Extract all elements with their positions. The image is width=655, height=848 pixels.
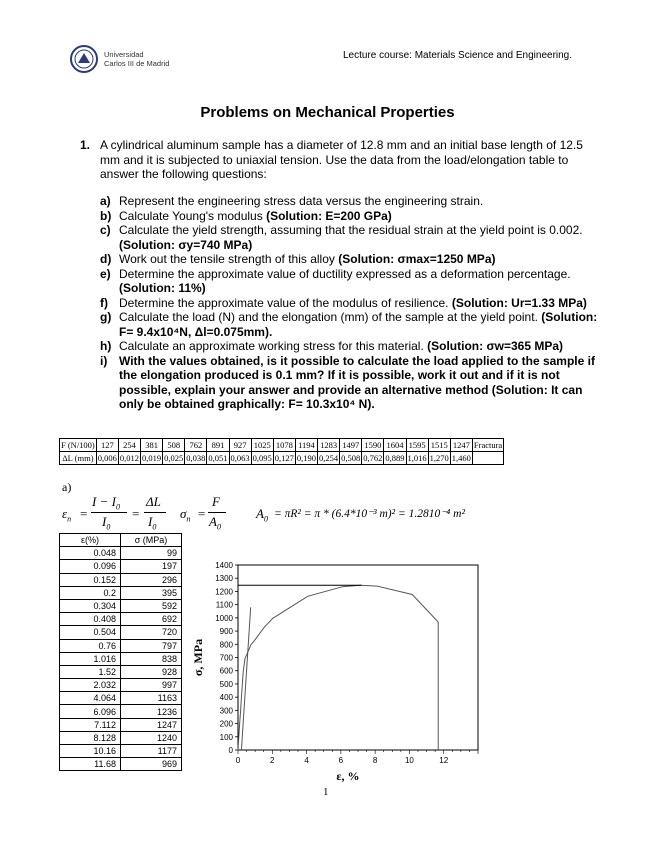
area-symbol: $A_0$ (256, 506, 268, 524)
question-item (100, 209, 600, 224)
question-solution: (Solution: σmax=1250 MPa) (338, 252, 496, 266)
x-tick-label: 6 (338, 756, 344, 765)
y-tick-label: 1200 (215, 587, 233, 597)
table-cell: 0.2 (60, 586, 121, 599)
x-axis-label: ε, % (336, 769, 360, 783)
table-cell: 0,127 (274, 453, 294, 463)
question-letter: f) (100, 295, 108, 310)
table-cell: 2.032 (60, 679, 121, 692)
part-a-label: a) (62, 480, 72, 494)
table-cell: 1163 (121, 692, 182, 705)
y-tick-label: 0 (228, 746, 233, 755)
question-text: Calculate the load (N) and the elongation (mm) of the sample at the yield point. (119, 310, 538, 324)
table-cell: 0.048 (60, 547, 121, 560)
table-cell: 997 (121, 679, 182, 692)
table-cell: 720 (121, 626, 182, 639)
table-cell: 1,270 (429, 453, 449, 463)
table-cell: 1177 (121, 745, 182, 758)
table-cell: 0.152 (60, 573, 121, 586)
question-letter: d) (100, 252, 112, 266)
question-solution: (Solution: σw=365 MPa) (427, 339, 564, 353)
table-cell: 296 (121, 573, 182, 586)
table-cell: 0,063 (230, 453, 250, 463)
x-tick-label: 12 (439, 756, 449, 765)
table-cell: 127 (96, 439, 118, 452)
question-letter: h) (100, 339, 112, 353)
y-tick-label: 1100 (215, 600, 233, 610)
table-cell: 0,038 (186, 453, 206, 463)
table-row (60, 639, 182, 652)
eq1-numerator: $I - I_0$ (92, 494, 120, 512)
plot-frame (238, 565, 478, 750)
table-cell: 762 (185, 439, 207, 452)
series-line (238, 585, 438, 750)
table-row (60, 452, 504, 465)
table-row (60, 599, 182, 612)
y-tick-label: 700 (219, 653, 233, 663)
area-expression: = πR² = π * (6.4*10⁻³ m)² = 1.2810⁻⁴ m² (274, 508, 465, 520)
x-tick-label: 4 (304, 756, 309, 765)
table-cell: 1078 (273, 439, 295, 452)
table-cell: 381 (141, 439, 163, 452)
table-row (60, 718, 182, 731)
question-item (100, 354, 600, 412)
table-cell: 1515 (428, 439, 450, 452)
table-cell: 1.52 (60, 665, 121, 678)
table-cell: 1236 (121, 705, 182, 718)
table-cell: 10.16 (60, 745, 121, 758)
row-label: ΔL (mm) (60, 452, 97, 465)
table-cell: 1025 (251, 439, 273, 452)
table-cell: 0,190 (296, 453, 317, 463)
y-axis-label: σ, MPa (191, 638, 205, 677)
question-letter: e) (100, 266, 111, 281)
column-header: σ (MPa) (121, 534, 182, 547)
table-cell: 395 (121, 586, 182, 599)
question-solution: (Solution: σy=740 MPa) (119, 237, 253, 252)
stress-strain-chart (190, 555, 490, 785)
table-cell: 0,019 (142, 453, 162, 463)
question-letter: a) (100, 194, 111, 208)
question-item (100, 194, 600, 209)
question-item (100, 223, 600, 252)
table-cell: 0.76 (60, 639, 121, 652)
table-cell: 0,762 (363, 453, 383, 463)
table-cell: 1247 (450, 439, 472, 452)
y-tick-label: 100 (219, 732, 233, 742)
question-item (100, 267, 600, 296)
y-tick-label: 500 (219, 679, 233, 689)
table-cell: 1,016 (407, 453, 427, 463)
strain-symbol: $\varepsilon_n$ (62, 506, 72, 524)
table-cell: 197 (121, 560, 182, 573)
table-cell: 7.112 (60, 718, 121, 731)
table-cell: 0,006 (97, 453, 117, 463)
page-title: Problems on Mechanical Properties (200, 104, 455, 121)
table-row (60, 652, 182, 665)
table-row (60, 745, 182, 758)
table-cell: 1247 (121, 718, 182, 731)
table-cell: 1.016 (60, 652, 121, 665)
eq2-numerator: ΔL (146, 494, 161, 509)
table-row (60, 665, 182, 678)
table-cell: 0,254 (319, 453, 339, 463)
table-row (60, 613, 182, 626)
question-list (100, 194, 600, 412)
table-cell: 0.304 (60, 599, 121, 612)
y-tick-label: 600 (219, 666, 233, 676)
table-row (60, 573, 182, 586)
table-cell: 592 (121, 599, 182, 612)
table-cell: 1590 (362, 439, 384, 452)
table-row (60, 586, 182, 599)
table-cell: 891 (207, 439, 229, 452)
question-letter: c) (100, 223, 111, 237)
question-solution: (Solution: Ur=1.33 MPa) (451, 295, 587, 310)
table-cell: 1497 (340, 439, 362, 452)
table-cell: 1240 (121, 731, 182, 744)
table-cell: 254 (118, 439, 140, 452)
question-solution: (Solution: It can only be obtained graphically: F= 10.3x10⁴ N). (119, 382, 583, 411)
y-tick-label: 1300 (215, 574, 233, 584)
table-cell: 969 (121, 758, 182, 771)
problem-number: 1. (80, 138, 91, 152)
table-cell: 8.128 (60, 731, 121, 744)
table-row (60, 560, 182, 573)
question-item (100, 296, 600, 311)
table-cell: 0,095 (252, 453, 272, 463)
question-solution: (Solution: E=200 GPa) (266, 208, 392, 223)
y-tick-label: 1400 (215, 561, 233, 570)
question-text: Work out the tensile strength of this alloy (119, 252, 335, 266)
y-tick-label: 800 (219, 640, 233, 650)
eq1-denominator: $I_0$ (102, 514, 111, 532)
table-cell: 0,508 (341, 453, 361, 463)
question-solution: (Solution: 11%) (119, 281, 206, 295)
question-text: Calculate Young's modulus (119, 208, 263, 223)
formulas: $\varepsilon_n$ = $I - I_0$ $I_0$ = ΔL $I_0$ $\sigma_n$ = F $A_0$ $A_0$ = πR² = π * (6.4*10⁻³ m)² = 1.2810⁻⁴ m² (62, 494, 465, 532)
table-cell: 0,012 (119, 453, 140, 463)
stress-strain-table (59, 533, 182, 771)
table-header-row (60, 534, 182, 547)
question-solution: (Solution: F= 9.4x10⁴N, Δl=0.075mm). (119, 310, 598, 339)
table-cell: 0.504 (60, 626, 121, 639)
question-letter: i) (100, 353, 108, 368)
x-tick-label: 0 (235, 756, 241, 765)
eq3-denominator: $A_0$ (209, 514, 221, 532)
table-cell: 0,051 (208, 453, 228, 463)
table-cell: 838 (121, 652, 182, 665)
table-cell: 1283 (318, 439, 340, 452)
problem-intro: A cylindrical aluminum sample has a diameter of 12.8 mm and an initial base length of 12.5 mm and it is subjected to uniaxial tension. Use the data from the load/elongation table to answer the following questions: (100, 138, 583, 181)
question-text: Determine the approximate value of ductility expressed as a deformation percentage. (119, 266, 571, 281)
table-cell: 0,889 (385, 453, 405, 463)
question-letter: b) (100, 208, 112, 223)
question-item (100, 339, 600, 354)
table-cell: 6.096 (60, 705, 121, 718)
table-cell (472, 452, 503, 465)
table-row (60, 679, 182, 692)
table-cell: 927 (229, 439, 251, 452)
column-header: ε(%) (60, 534, 121, 547)
table-row (60, 547, 182, 560)
table-row (60, 692, 182, 705)
y-tick-label: 400 (219, 693, 233, 703)
table-row (60, 731, 182, 744)
table-cell: 0.096 (60, 560, 121, 573)
eq2-denominator: $I_0$ (148, 514, 157, 532)
y-tick-label: 200 (219, 719, 233, 729)
row-label: F (N/100) (61, 440, 95, 450)
x-tick-label: 10 (404, 756, 414, 765)
table-row (60, 439, 504, 452)
university-line1: Universidad (104, 50, 144, 59)
y-tick-label: 300 (219, 706, 233, 716)
table-cell: Fractura (473, 440, 503, 450)
x-tick-label: 8 (372, 756, 378, 765)
page-number: 1 (323, 786, 329, 798)
question-text: With the values obtained, is it possible to calculate the load applied to the sample if the elongation produced is 0.1 mm? If it is possible, work it out and if it is not possible, explain your answer and provide an alternative method (119, 353, 595, 397)
question-text: Determine the approximate value of the modulus of resilience. (119, 295, 449, 310)
eq3-numerator: F (212, 494, 220, 509)
table-cell: 0,025 (164, 453, 184, 463)
table-cell: 1595 (406, 439, 428, 452)
table-cell: 0.408 (60, 613, 121, 626)
table-row (60, 758, 182, 771)
x-tick-label: 2 (270, 756, 275, 765)
question-item (100, 252, 600, 267)
table-cell: 1604 (384, 439, 406, 452)
table-cell: 797 (121, 639, 182, 652)
table-cell: 4.064 (60, 692, 121, 705)
stress-symbol: $\sigma_n$ (180, 506, 191, 524)
table-cell: 928 (121, 665, 182, 678)
question-letter: g) (100, 310, 112, 324)
table-cell: 99 (121, 547, 182, 560)
question-text: Calculate an approximate working stress for this material. (119, 339, 424, 353)
university-line2: Carlos III de Madrid (104, 59, 170, 68)
y-tick-label: 900 (219, 627, 233, 637)
table-cell: 1194 (295, 439, 317, 452)
course-header: Lecture course: Materials Science and Engineering. (343, 50, 573, 61)
load-elongation-table (59, 438, 504, 465)
table-cell: 11.68 (60, 758, 121, 771)
table-cell: 508 (163, 439, 185, 452)
university-seal-icon (68, 44, 102, 74)
table-row (60, 705, 182, 718)
university-name (104, 50, 169, 68)
question-text: Represent the engineering stress data versus the engineering strain. (119, 194, 484, 208)
y-tick-label: 1000 (215, 613, 233, 623)
table-row (60, 626, 182, 639)
table-cell: 1,460 (451, 453, 471, 463)
question-item (100, 310, 600, 339)
question-text: Calculate the yield strength, assuming that the residual strain at the yield point is 0.002. (119, 223, 583, 237)
table-cell: 692 (121, 613, 182, 626)
